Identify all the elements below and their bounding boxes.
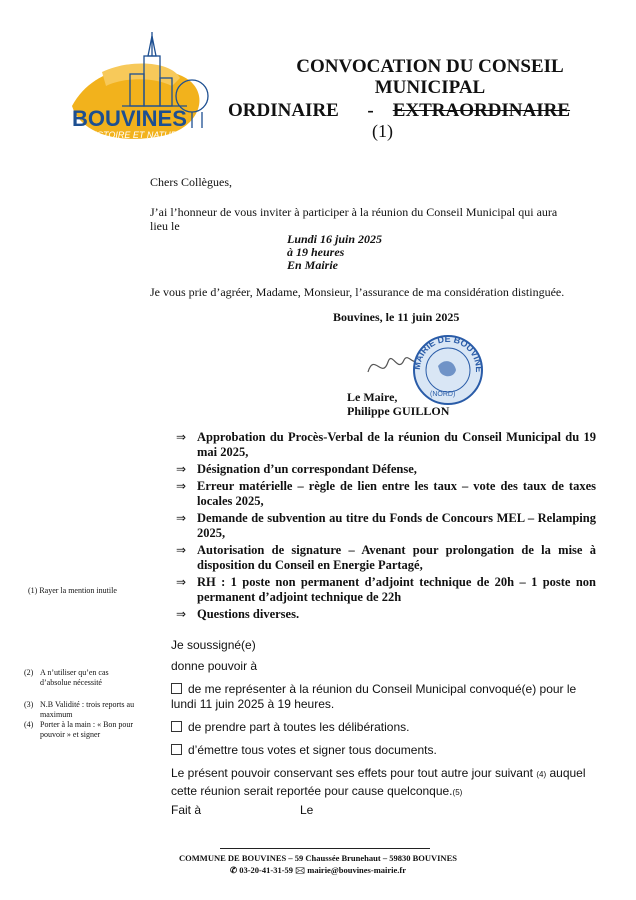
checkbox[interactable] [171, 721, 182, 732]
title-line-2: MUNICIPAL [374, 77, 486, 98]
validity-text: Le présent pouvoir conservant ses effets pour tout autre jour suivant (4) auquel cette réunion serait reportée pour cause quelconque.(5) [171, 766, 586, 798]
document-title [230, 56, 630, 98]
mayor-name: Philippe GUILLON [347, 404, 450, 418]
agenda-item: ⇒ Autorisation de signature – Avenant pour prolongation de la mise à disposition du Conseil en Energie Partagé, [176, 543, 596, 572]
option-represent[interactable]: de me représenter à la réunion du Conseil Municipal convoqué(e) pour le lundi 11 juin 2025 à 19 heures. [171, 682, 577, 711]
date-label: Le [300, 803, 314, 817]
arrow-icon: ⇒ [176, 607, 187, 621]
place-and-date: Bouvines, le 11 juin 2025 [333, 310, 460, 324]
note-3-number: (3) [24, 700, 34, 709]
done-at-label: Fait à [171, 803, 202, 817]
give-power-label: donne pouvoir à [171, 659, 258, 673]
meeting-type [228, 100, 570, 122]
stamp-text: MAIRIE DE BOUVINE [411, 333, 485, 373]
agenda-item: ⇒ Demande de subvention au titre du Fonds de Concours MEL – Relamping 2025, [176, 511, 596, 540]
footer-contact: ✆ 03-20-41-31-59 🖂 mairie@bouvines-mairie.fr [229, 865, 407, 875]
undersigned-label: Je soussigné(e) [171, 638, 256, 652]
option-votes[interactable]: d’émettre tous votes et signer tous documents. [171, 743, 591, 757]
arrow-icon: ⇒ [176, 575, 187, 589]
meeting-time: à 19 heures [287, 245, 345, 259]
title-line-1: CONVOCATION DU CONSEIL [296, 56, 564, 77]
mayor-title: Le Maire, [347, 390, 398, 404]
note-2-number: (2) [24, 668, 34, 677]
checkbox[interactable] [171, 744, 182, 755]
bouvines-logo [62, 28, 222, 148]
footer-address: COMMUNE DE BOUVINES – 59 Chaussée Brunehaut – 59830 BOUVINES [179, 853, 457, 863]
type-dash: - [367, 100, 374, 121]
meeting-place: En Mairie [287, 258, 339, 272]
type-note-ref: (1) [372, 121, 393, 141]
logo-name: BOUVINES [72, 106, 187, 131]
agenda-list [176, 430, 596, 624]
arrow-icon: ⇒ [176, 511, 187, 525]
arrow-icon: ⇒ [176, 479, 187, 493]
agenda-item: ⇒ Erreur matérielle – règle de lien entre les taux – vote des taux de taxes locales 2025, [176, 479, 596, 508]
type-ordinary: ORDINAIRE [228, 100, 339, 121]
arrow-icon: ⇒ [176, 543, 187, 557]
invitation-text: J’ai l’honneur de vous inviter à participer à la réunion du Conseil Municipal qui aura lieu le [150, 205, 558, 233]
agenda-item: ⇒ RH : 1 poste non permanent d’adjoint technique de 20h – 1 poste non permanent d’adjoint technique de 22h [176, 575, 596, 604]
checkbox[interactable] [171, 683, 182, 694]
closing-text: Je vous prie d’agréer, Madame, Monsieur, l’assurance de ma considération distinguée. [150, 285, 565, 299]
agenda-item: ⇒ Approbation du Procès-Verbal de la réunion du Conseil Municipal du 19 mai 2025, [176, 430, 596, 459]
type-extraordinary: EXTRAORDINAIRE [392, 100, 571, 121]
agenda-item: ⇒ Désignation d’un correspondant Défense, [176, 462, 417, 476]
arrow-icon: ⇒ [176, 430, 187, 444]
arrow-icon: ⇒ [176, 462, 187, 476]
note-3: N.B Validité : trois reports au maximum [40, 700, 135, 719]
greeting: Chers Collègues, [150, 175, 232, 189]
note-1: (1) Rayer la mention inutile [28, 586, 117, 595]
note-2: A n’utiliser qu’en cas d’absolue nécessité [40, 668, 109, 687]
footer-divider [220, 848, 430, 849]
stamp-bottom: (NORD) [430, 391, 456, 398]
note-4: Porter à la main : « Bon pour pouvoir » et signer [40, 720, 134, 739]
logo-tagline: HISTOIRE ET NATURE [88, 130, 184, 140]
note-4-number: (4) [24, 720, 34, 729]
agenda-item: ⇒ Questions diverses. [176, 607, 300, 621]
meeting-date: Lundi 16 juin 2025 [287, 232, 383, 246]
option-deliberations[interactable]: de prendre part à toutes les délibérations. [171, 720, 591, 734]
